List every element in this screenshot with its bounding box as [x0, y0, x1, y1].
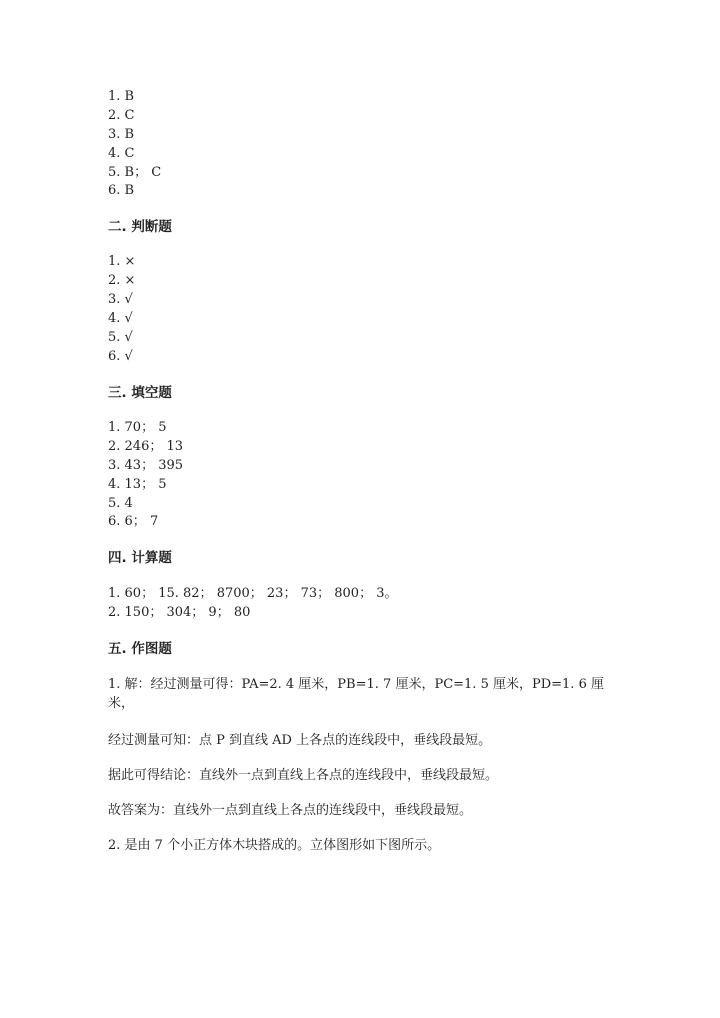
answer-paragraph: 经过测量可知：点 P 到直线 AD 上各点的连线段中，垂线段最短。: [108, 733, 492, 748]
answer-item: 4. C: [108, 146, 135, 161]
answer-item: 6. √: [108, 349, 133, 364]
answer-item: 5. √: [108, 330, 133, 345]
answer-item: 4. √: [108, 311, 133, 326]
answer-paragraph: 据此可得结论：直线外一点到直线上各点的连线段中，垂线段最短。: [108, 768, 499, 783]
answer-item: 3. 43； 395: [108, 458, 184, 473]
answer-item: 5. B； C: [108, 165, 162, 180]
section-heading-drawing: 五. 作图题: [108, 641, 172, 657]
section-heading-fill-in: 三. 填空题: [108, 385, 172, 401]
section-heading-judgement: 二. 判断题: [108, 219, 172, 235]
answer-item: 2. C: [108, 108, 135, 123]
answer-paragraph: 故答案为：直线外一点到直线上各点的连线段中，垂线段最短。: [108, 803, 473, 818]
answer-item: 6. B: [108, 183, 135, 198]
section-heading-calculation: 四. 计算题: [108, 550, 172, 566]
answer-item: 2. 246； 13: [108, 439, 184, 454]
answer-item: 3. √: [108, 292, 133, 307]
answer-item: 1. B: [108, 89, 135, 104]
answer-item: 3. B: [108, 127, 135, 142]
answer-item: 1. 70； 5: [108, 420, 167, 435]
answer-item: 1. 60； 15. 82； 8700； 23； 73； 800； 3。: [108, 586, 398, 601]
answer-item: 2. ×: [108, 273, 136, 288]
answer-item: 5. 4: [108, 496, 133, 511]
answer-item: 1. ×: [108, 254, 136, 269]
answer-item: 4. 13； 5: [108, 477, 167, 492]
answer-item: 2. 150； 304； 9； 80: [108, 605, 251, 620]
answer-item: 6. 6； 7: [108, 514, 159, 529]
answer-paragraph: 2. 是由 7 个小正方体木块搭成的。立体图形如下图所示。: [108, 838, 441, 853]
answer-paragraph: 1. 解：经过测量可得：PA=2. 4 厘米，PB=1. 7 厘米，PC=1. 5 厘米，PD=1. 6 厘米，: [108, 677, 604, 711]
